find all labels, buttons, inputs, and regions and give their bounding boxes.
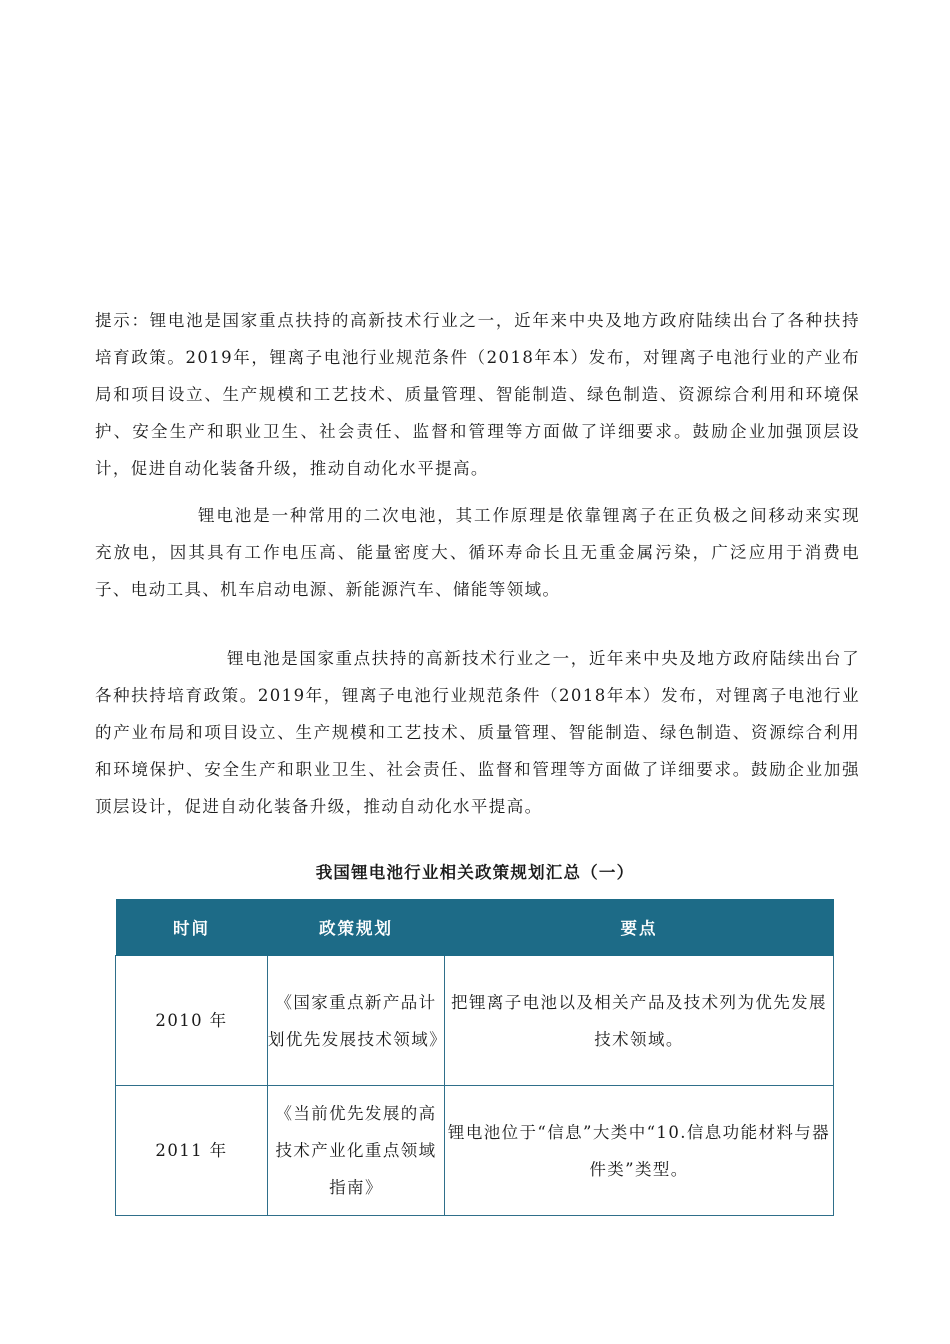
tip-paragraph: 提示：锂电池是国家重点扶持的高新技术行业之一，近年来中央及地方政府陆续出台了各种扶持培育政策。2019年，锂离子电池行业规范条件（2018年本）发布，对锂离子电池行业的产业布局和项目设立、生产规模和工艺技术、质量管理、智能制造、绿色制造、资源综合利用和环境保护、安全生产和职业卫生、社会责任、监督和管理等方面做了详细要求。鼓励企业加强顶层设计，促进自动化装备升级，推动自动化水平提高。 — [95, 311, 860, 478]
header-time: 时间 — [116, 899, 268, 956]
cell-points: 把锂离子电池以及相关产品及技术列为优先发展技术领域。 — [445, 956, 834, 1086]
header-points: 要点 — [445, 899, 834, 956]
cell-policy: 《国家重点新产品计划优先发展技术领域》 — [268, 956, 445, 1086]
cell-time: 2011 年 — [116, 1086, 268, 1216]
table-row — [116, 1086, 834, 1216]
table-row — [116, 956, 834, 1086]
cell-time: 2010 年 — [116, 956, 268, 1086]
table-caption: 我国锂电池行业相关政策规划汇总（一） — [315, 863, 635, 882]
intro-paragraph: 锂电池是一种常用的二次电池，其工作原理是依靠锂离子在正负极之间移动来实现充放电，因其具有工作电压高、能量密度大、循环寿命长且无重金属污染，广泛应用于消费电子、电动工具、机车启动电源、新能源汽车、储能等领域。 — [95, 506, 860, 599]
policy-table — [115, 899, 834, 1216]
header-policy: 政策规划 — [268, 899, 445, 956]
table-header-row — [116, 899, 834, 956]
cell-points: 锂电池位于“信息”大类中“10.信息功能材料与器件类”类型。 — [445, 1086, 834, 1216]
policy-paragraph: 锂电池是国家重点扶持的高新技术行业之一，近年来中央及地方政府陆续出台了各种扶持培育政策。2019年，锂离子电池行业规范条件（2018年本）发布，对锂离子电池行业的产业布局和项目设立、生产规模和工艺技术、质量管理、智能制造、绿色制造、资源综合利用和环境保护、安全生产和职业卫生、社会责任、监督和管理等方面做了详细要求。鼓励企业加强顶层设计，促进自动化装备升级，推动自动化水平提高。 — [95, 649, 860, 816]
cell-policy: 《当前优先发展的高技术产业化重点领域指南》 — [268, 1086, 445, 1216]
